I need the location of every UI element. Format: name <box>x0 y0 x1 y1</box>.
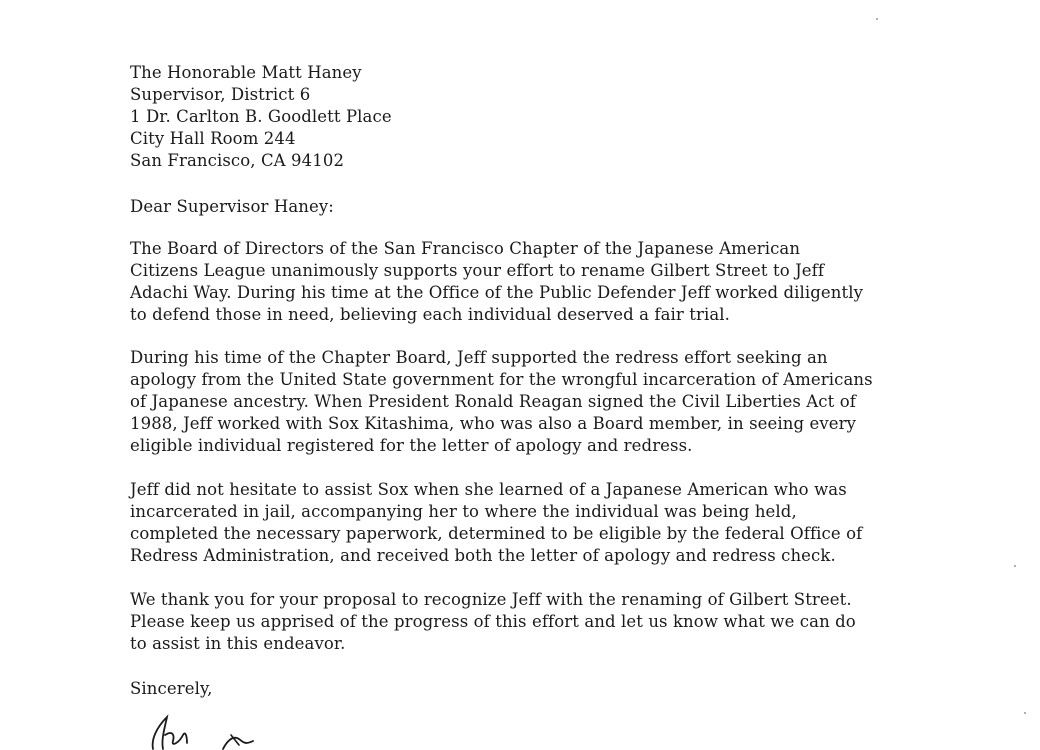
paragraph-line: incarcerated in jail, accompanying her to where the individual was being held, <box>130 502 797 521</box>
paragraph-line: Citizens League unanimously supports your effort to rename Gilbert Street to Jeff <box>130 261 825 280</box>
paragraph-line: Jeff did not hesitate to assist Sox when she learned of a Japanese American who was <box>130 480 847 499</box>
scan-speck <box>876 18 878 20</box>
signature-stroke <box>153 717 167 749</box>
closing: Sincerely, <box>130 679 213 698</box>
paragraph-line: During his time of the Chapter Board, Jeff supported the redress effort seeking an <box>130 348 828 367</box>
recipient-street: 1 Dr. Carlton B. Goodlett Place <box>130 107 392 126</box>
salutation: Dear Supervisor Haney: <box>130 197 334 216</box>
scan-speck <box>1024 712 1026 714</box>
signature-stroke <box>231 735 239 745</box>
paragraph-line: apology from the United State government for the wrongful incarceration of Americans <box>130 370 873 389</box>
paragraph-line: to defend those in need, believing each individual deserved a fair trial. <box>130 305 730 324</box>
paragraph-line: eligible individual registered for the letter of apology and redress. <box>130 436 693 455</box>
signature-image <box>135 705 295 750</box>
scan-speck <box>1014 565 1016 567</box>
signature-stroke <box>165 733 187 744</box>
paragraph-line: completed the necessary paperwork, determined to be eligible by the federal Office of <box>130 524 863 543</box>
recipient-title: Supervisor, District 6 <box>130 85 311 104</box>
recipient-city: San Francisco, CA 94102 <box>130 151 345 170</box>
recipient-room: City Hall Room 244 <box>130 129 296 148</box>
paragraph-line: We thank you for your proposal to recognize Jeff with the renaming of Gilbert Street. <box>130 590 852 609</box>
paragraph-line: to assist in this endeavor. <box>130 634 346 653</box>
paragraph-line: Please keep us apprised of the progress of this effort and let us know what we can do <box>130 612 856 631</box>
paragraph-line: 1988, Jeff worked with Sox Kitashima, who was also a Board member, in seeing every <box>130 414 857 433</box>
paragraph-line: of Japanese ancestry. When President Ronald Reagan signed the Civil Liberties Act of <box>130 392 856 411</box>
paragraph-line: The Board of Directors of the San Francisco Chapter of the Japanese American <box>130 239 801 258</box>
paragraph-line: Adachi Way. During his time at the Office of the Public Defender Jeff worked diligently <box>130 283 864 302</box>
recipient-name: The Honorable Matt Haney <box>130 63 362 82</box>
paragraph-line: Redress Administration, and received both the letter of apology and redress check. <box>130 546 836 565</box>
